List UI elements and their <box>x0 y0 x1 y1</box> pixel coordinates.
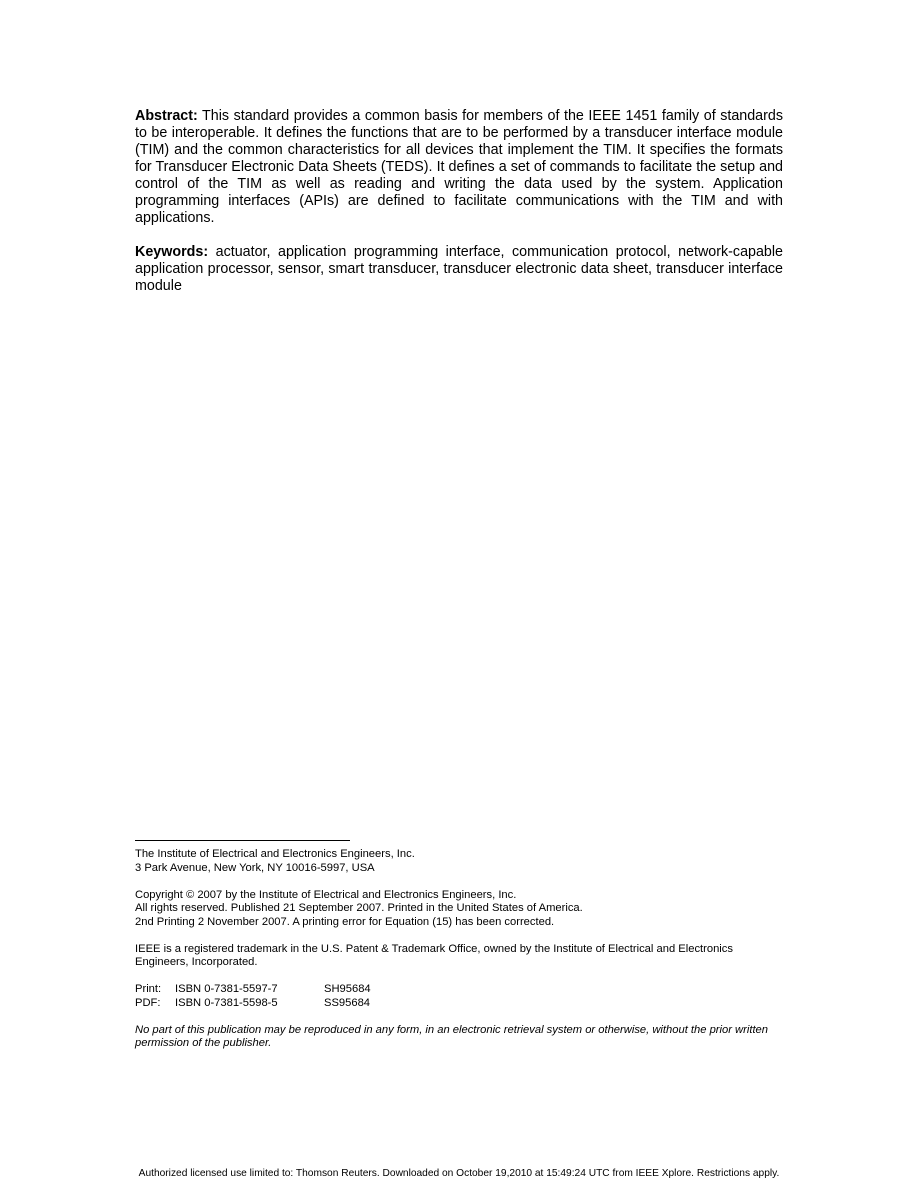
abstract-text: This standard provides a common basis for members of the IEEE 1451 family of standards to be interoperable. It defines the functions that are to be performed by a transducer interface module (TIM) and the common characteristics for all devices that implement the TIM. It specifies the formats for Transducer Electronic Data Sheets (TEDS). It defines a set of commands to facilitate the setup and control of the TIM as well as reading and writing the data used by the system. Application programming interfaces (APIs) are defined to facilitate communications with the TIM and with applications. <box>135 108 783 226</box>
publisher-name: The Institute of Electrical and Electronics Engineers, Inc. <box>135 848 415 860</box>
isbn-code: SS95684 <box>324 996 371 1009</box>
isbn-format: PDF: <box>135 996 161 1009</box>
copyright-line-2: All rights reserved. Published 21 September 2007. Printed in the United States of America. <box>135 902 583 914</box>
isbn-row-print <box>135 983 783 997</box>
isbn-format: Print: <box>135 983 162 995</box>
copyright-line-3: 2nd Printing 2 November 2007. A printing error for Equation (15) has been corrected. <box>135 915 555 928</box>
keywords-text: actuator, application programming interface, communication protocol, network-capable application processor, sensor, smart transducer, transducer electronic data sheet, transducer interface module <box>135 244 783 294</box>
abstract-label: Abstract: <box>135 108 198 124</box>
copyright-info <box>135 889 783 930</box>
keywords-label: Keywords: <box>135 244 209 260</box>
isbn-number: ISBN 0-7381-5597-7 <box>175 983 278 995</box>
abstract-section <box>135 108 783 312</box>
publisher-address: 3 Park Avenue, New York, NY 10016-5997, USA <box>135 861 375 874</box>
footnote-divider <box>135 840 350 841</box>
abstract-paragraph <box>135 108 783 227</box>
publisher-info <box>135 848 783 875</box>
authorization-footer: Authorized licensed use limited to: Thomson Reuters. Downloaded on October 19,2010 at 15:49:24 UTC from IEEE Xplore. Restrictions apply. <box>138 1168 780 1179</box>
copyright-line-1: Copyright © 2007 by the Institute of Electrical and Electronics Engineers, Inc. <box>135 888 517 901</box>
isbn-table <box>135 983 783 1010</box>
trademark-notice: IEEE is a registered trademark in the U.S. Patent & Trademark Office, owned by the Institute of Electrical and Electronics Engineers, Incorporated. <box>135 942 733 968</box>
isbn-row-pdf <box>135 997 783 1011</box>
keywords-paragraph <box>135 244 783 295</box>
reproduction-notice: No part of this publication may be reproduced in any form, in an electronic retrieval system or otherwise, without the prior written permission of the publisher. <box>135 1023 769 1049</box>
isbn-number: ISBN 0-7381-5598-5 <box>175 996 278 1009</box>
publication-info <box>135 848 783 1064</box>
isbn-code: SH95684 <box>324 983 371 995</box>
